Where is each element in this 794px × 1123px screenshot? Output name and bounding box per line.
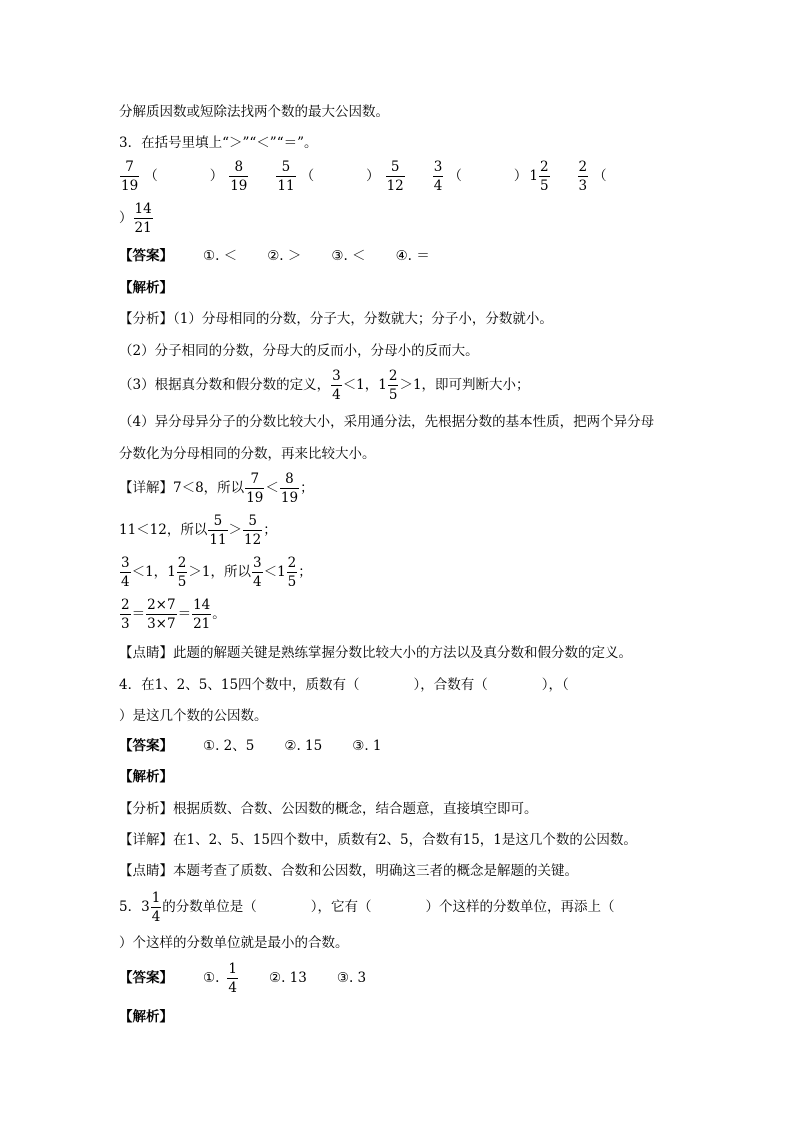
comment-line: 【点睛】本题考查了质数、合数和公因数，明确这三者的概念是解题的关键。 bbox=[119, 863, 578, 879]
detail-line: 11＜12，所以 $\frac{5}{11}$ ＞ $\frac{5}{12}$ ； bbox=[119, 513, 277, 549]
fraction: $\frac{5}{11}$ bbox=[209, 513, 227, 549]
analysis-line: 【分析】（1）分母相同的分数，分子大，分数就大；分子小，分数就小。 bbox=[119, 311, 553, 327]
analysis-line: （3）根据真分数和假分数的定义， $\frac{3}{4}$ ＜1，1 $\frac{2}{5}$ ＞1，即可判断大小； bbox=[119, 368, 530, 404]
answer-label: 【答案】 bbox=[119, 969, 173, 986]
fraction: $\frac{2}{5}$ bbox=[177, 555, 187, 591]
fraction: $\frac{8}{19}$ bbox=[280, 471, 299, 507]
answer-label: 【答案】 bbox=[119, 738, 173, 754]
fraction: $\frac{5}{12}$ bbox=[386, 159, 404, 195]
fraction: $\frac{2\times 7}{3\times 7}$ bbox=[147, 597, 176, 633]
analysis-label: 【解析】 bbox=[119, 280, 173, 296]
q5-answer-line bbox=[119, 962, 366, 995]
answer-item: ②. 13 bbox=[269, 969, 307, 986]
analysis-line: 【分析】根据质数、合数、公因数的概念，结合题意，直接填空即可。 bbox=[119, 801, 538, 817]
fraction: $\frac{3}{4}$ bbox=[121, 555, 130, 591]
answer-item: ③. ＜ bbox=[331, 248, 366, 264]
fraction: $\frac{3}{4}$ bbox=[252, 555, 262, 591]
q5-stem: 5．3 $\frac{1}{4}$ 的分数单位是（ ），它有（ ）个这样的分数单位，再添上（ bbox=[119, 890, 615, 926]
fraction: $\frac{8}{19}$ bbox=[230, 159, 248, 195]
fraction: $\frac{2}{3}$ bbox=[578, 159, 588, 195]
analysis-label: 【解析】 bbox=[119, 769, 173, 785]
q3-comparison-row-2: ） $\frac{14}{21}$ bbox=[119, 201, 152, 237]
q4-answer-line bbox=[119, 740, 382, 754]
fraction: $\frac{5}{11}$ bbox=[277, 159, 295, 195]
fraction: $\frac{7}{19}$ bbox=[121, 159, 139, 195]
analysis-line: （2）分子相同的分数，分母大的反而小，分母小的反而大。 bbox=[119, 343, 479, 359]
comment-line: 【点睛】此题的解题关键是熟练掌握分数比较大小的方法以及真分数和假分数的定义。 bbox=[119, 645, 632, 661]
q3-stem: 3．在括号里填上“＞”“＜”“＝”。 bbox=[119, 135, 318, 151]
q5-stem-2: ）个这样的分数单位就是最小的合数。 bbox=[119, 935, 349, 951]
analysis-line: 分数化为分母相同的分数，再来比较大小。 bbox=[119, 446, 376, 462]
answer-item: ②. 15 bbox=[284, 738, 323, 754]
answer-item: ②. ＞ bbox=[267, 248, 302, 264]
fraction: $\frac{3}{4}$ bbox=[332, 368, 341, 404]
answer-item: ①. ＜ bbox=[203, 248, 238, 264]
intro-line: 分解质因数或短除法找两个数的最大公因数。 bbox=[119, 104, 389, 120]
q3-comparison-row: $\frac{7}{19}$ （ ） $\frac{8}{19}$ $\frac{5}{11}$ （ ） $\frac{5}{12}$ $\frac{3}{4}$ （ ） 1 $\frac{2}{5}$ $\frac{2}{3}$ （ bbox=[121, 159, 607, 195]
fraction: $\frac{14}{21}$ bbox=[134, 201, 152, 237]
fraction: $\frac{3}{4}$ bbox=[433, 159, 443, 195]
q4-stem-2: ）是这几个数的公因数。 bbox=[119, 708, 268, 724]
fraction: $\frac{14}{21}$ bbox=[193, 597, 211, 633]
q3-answer-line bbox=[119, 250, 430, 264]
fraction: $\frac{1}{4}$ bbox=[228, 961, 237, 997]
fraction: $\frac{1}{4}$ bbox=[151, 890, 161, 926]
analysis-line: （4）异分母异分子的分数比较大小，采用通分法，先根据分数的基本性质，把两个异分母 bbox=[119, 414, 655, 430]
answer-item: ④. ＝ bbox=[395, 248, 430, 264]
detail-line: $\frac{2}{3}$ ＝ $\frac{2\times 7}{3\times 7}$ ＝ $\frac{14}{21}$ 。 bbox=[121, 597, 226, 633]
fraction: $\frac{2}{3}$ bbox=[121, 597, 130, 633]
answer-label: 【答案】 bbox=[119, 248, 173, 264]
fraction: $\frac{2}{5}$ bbox=[287, 555, 297, 591]
fraction: $\frac{2}{5}$ bbox=[388, 368, 398, 404]
fraction: $\frac{7}{19}$ bbox=[246, 471, 264, 507]
detail-line: $\frac{3}{4}$ ＜1，1 $\frac{2}{5}$ ＞1，所以 $\frac{3}{4}$ ＜1 $\frac{2}{5}$ ； bbox=[121, 555, 312, 591]
detail-line: 【详解】在1、2、5、15四个数中，质数有2、5，合数有15，1是这几个数的公因数。 bbox=[119, 832, 637, 848]
detail-line: 【详解】7＜8，所以 $\frac{7}{19}$ ＜ $\frac{8}{19}$ ； bbox=[119, 471, 314, 507]
answer-item: ③. 1 bbox=[352, 738, 382, 754]
fraction: $\frac{5}{12}$ bbox=[244, 513, 262, 549]
answer-item: ③. 3 bbox=[336, 969, 367, 986]
answer-item: ①. bbox=[203, 969, 220, 986]
analysis-label: 【解析】 bbox=[119, 1009, 173, 1025]
q4-stem: 4．在1、2、5、15四个数中，质数有（ ），合数有（ ），（ bbox=[119, 677, 569, 693]
fraction: $\frac{2}{5}$ bbox=[539, 159, 549, 195]
answer-item: ①. 2、5 bbox=[203, 738, 255, 754]
